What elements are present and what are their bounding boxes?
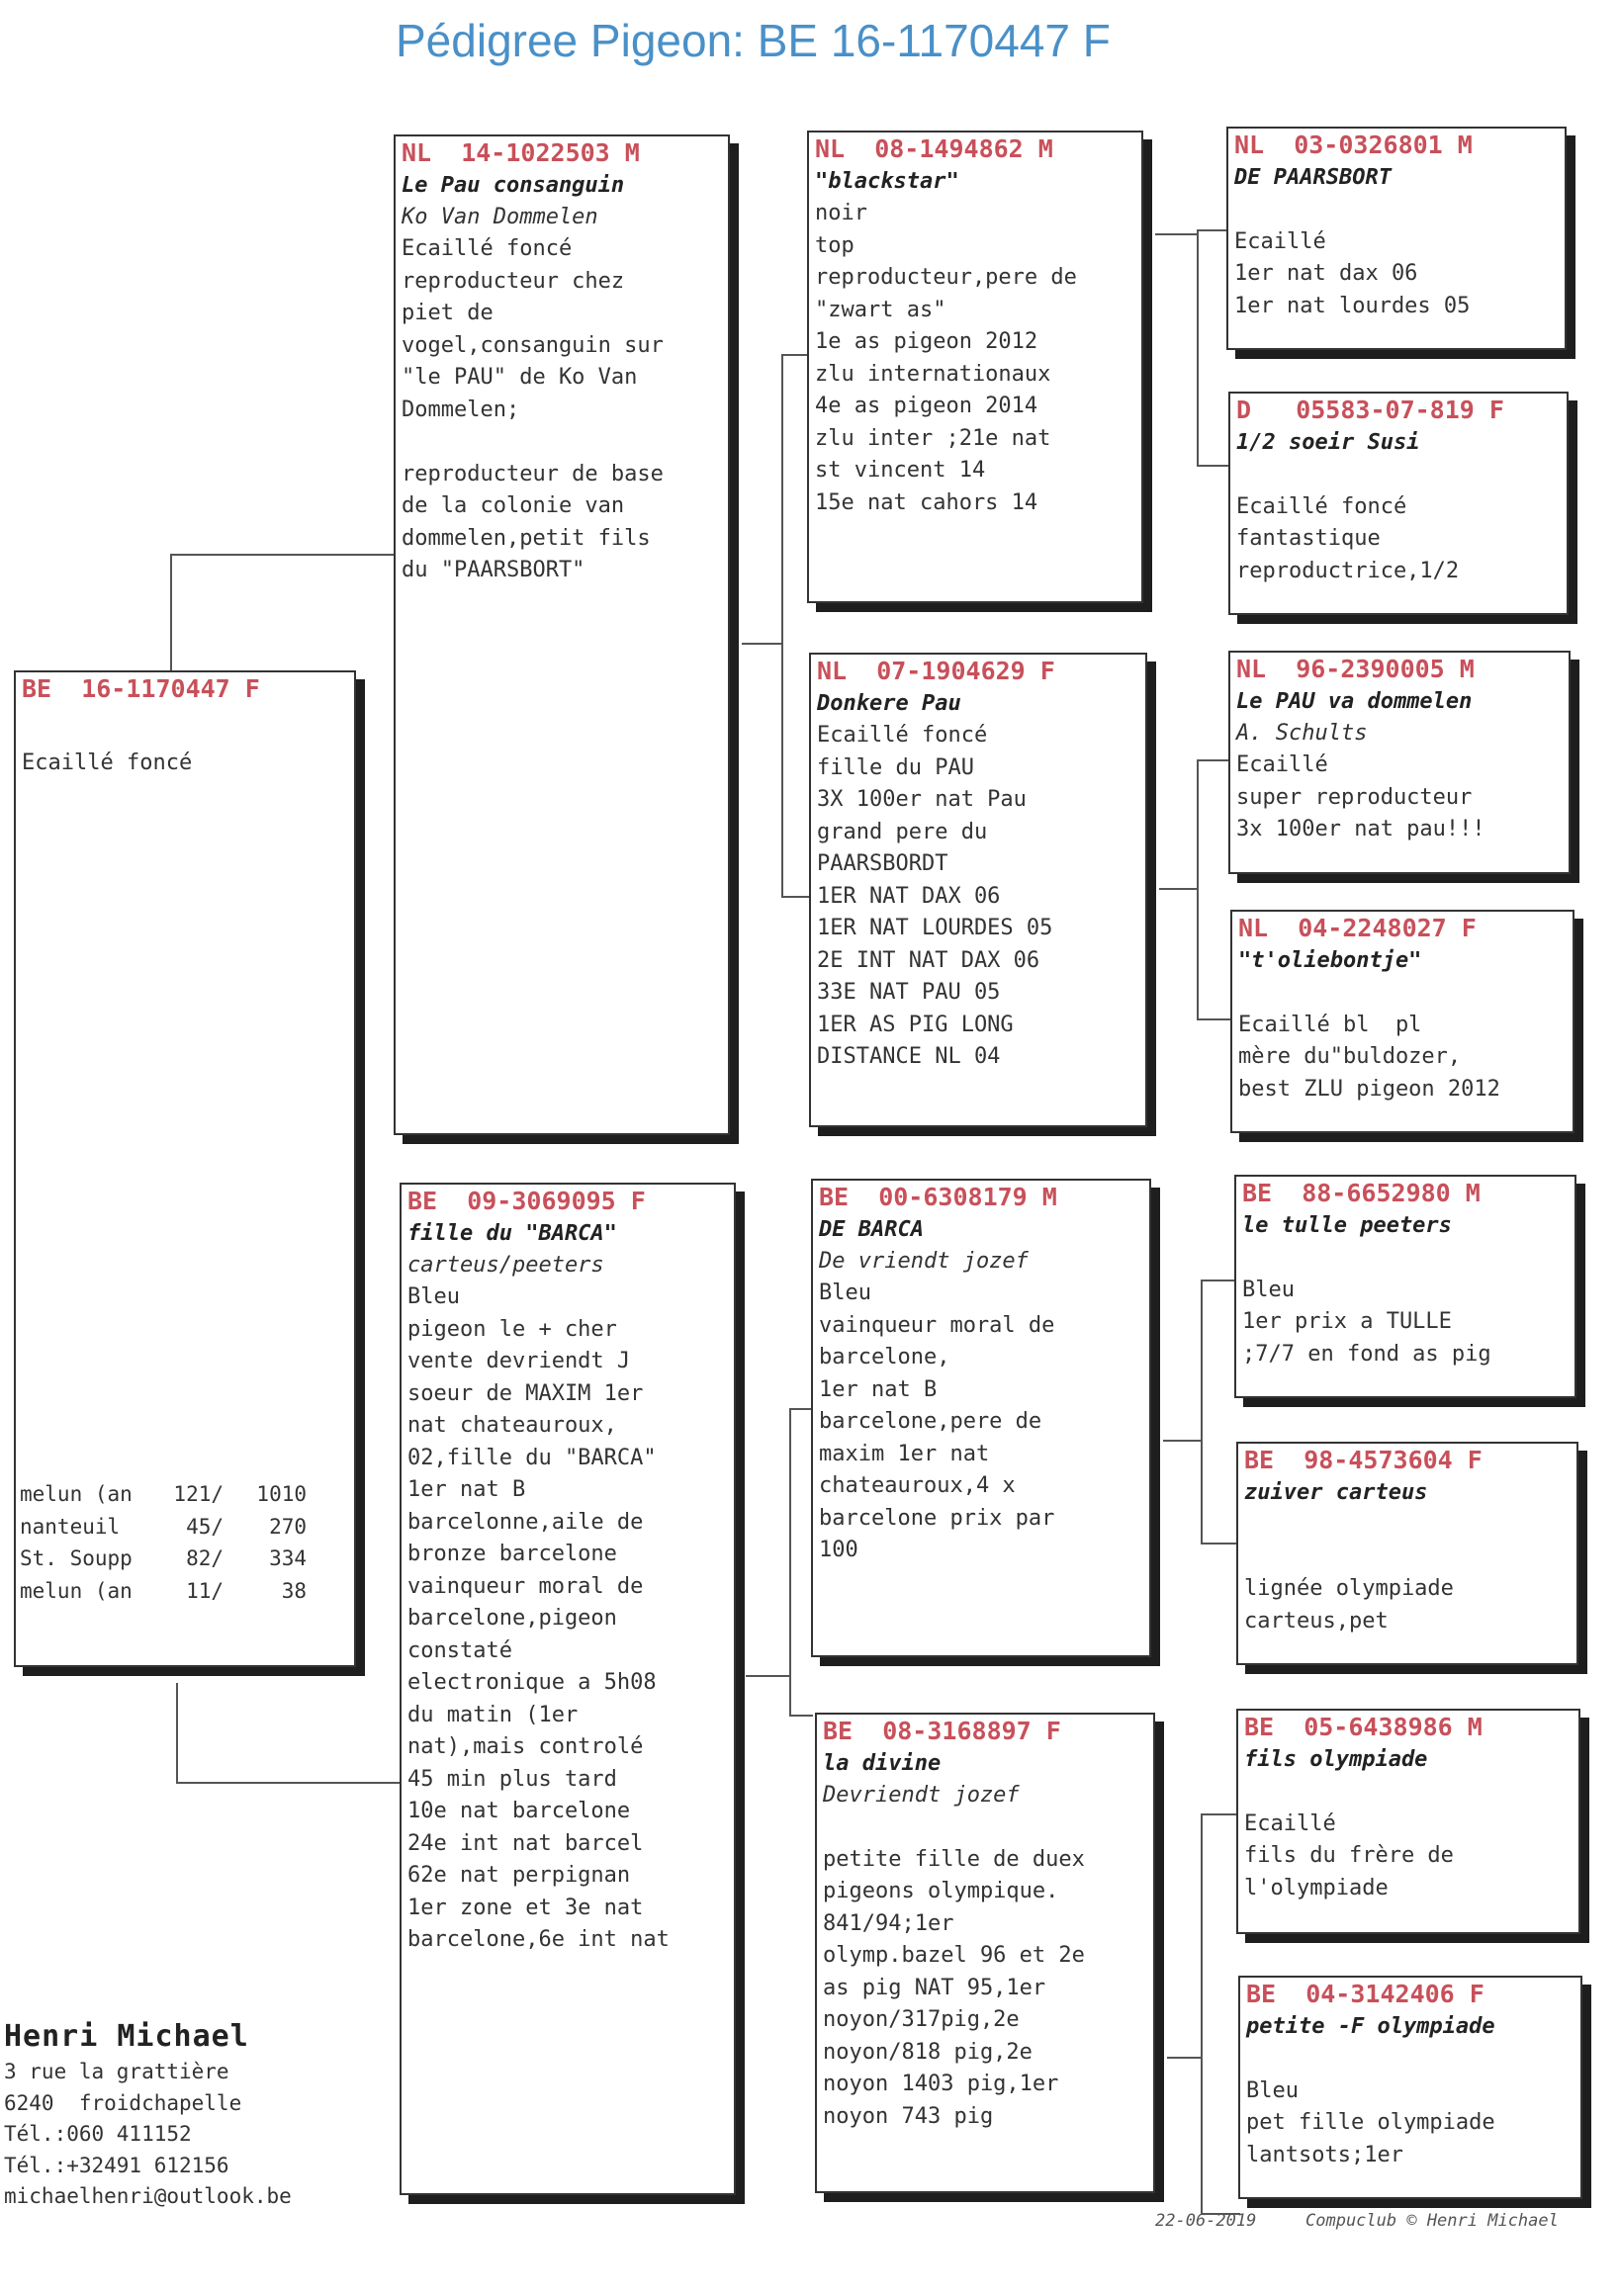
- connector-line: [1201, 1280, 1236, 1281]
- pigeon-name: "t'oliebontje": [1238, 948, 1422, 973]
- race-total: 334: [269, 1546, 307, 1570]
- connector-line: [1155, 233, 1199, 235]
- connector-line: [789, 1715, 813, 1717]
- connector-line: [789, 1408, 811, 1410]
- connector-line: [1197, 1018, 1230, 1020]
- connector-line: [781, 896, 809, 898]
- pigeon-name: Donkere Pau: [817, 691, 961, 716]
- subject-ring-number: BE 16-1170447 F: [22, 674, 260, 703]
- connector-line: [1197, 229, 1228, 231]
- connector-line: [176, 1782, 400, 1784]
- race-result-row: [20, 1511, 336, 1544]
- pigeon-notes: Ecaillé bl pl mère du"buldozer, best ZLU pigeon 2012: [1238, 1012, 1500, 1102]
- connector-line: [746, 1675, 791, 1677]
- breeder-email: michaelhenri@outlook.be: [4, 2184, 292, 2208]
- connector-line: [742, 643, 783, 645]
- pigeon-notes: Ecaillé super reproducteur 3x 100er nat pau!!!: [1236, 752, 1485, 841]
- grandparent-box: [815, 1713, 1155, 2193]
- connector-line: [1163, 1440, 1203, 1442]
- pigeon-name: la divine: [823, 1751, 942, 1776]
- connector-line: [1197, 229, 1199, 467]
- pigeon-name: Le Pau consanguin: [402, 173, 625, 198]
- pigeon-notes: Bleu 1er prix a TULLE ;7/7 en fond as pig: [1242, 1277, 1491, 1367]
- great-grandparent-box: [1234, 1175, 1576, 1398]
- breeder-phone: Tél.:060 411152: [4, 2122, 192, 2146]
- race-result-row: [20, 1543, 336, 1575]
- breeder-name: Henri Michael: [4, 2019, 249, 2054]
- ring-number: BE 05-6438986 M: [1244, 1713, 1483, 1741]
- connector-line: [789, 1408, 791, 1717]
- connector-line: [1201, 1280, 1203, 1545]
- pigeon-name: DE PAARSBORT: [1234, 165, 1392, 190]
- ring-number: NL 08-1494862 M: [815, 134, 1053, 163]
- pigeon-name: Le PAU va dommelen: [1236, 689, 1473, 714]
- pigeon-notes: Ecaillé 1er nat dax 06 1er nat lourdes 05: [1234, 228, 1471, 318]
- race-position: 11/: [186, 1578, 224, 1603]
- connector-line: [1201, 1813, 1203, 2215]
- great-grandparent-box: [1230, 910, 1574, 1133]
- grandparent-box: [807, 131, 1143, 603]
- race-position: 82/: [186, 1546, 224, 1570]
- pigeon-notes: Bleu vainqueur moral de barcelone, 1er nat B barcelone,pere de maxim 1er nat chateauroux,4 x barcelone prix par 100: [819, 1280, 1055, 1562]
- race-results: [20, 1478, 336, 1607]
- ring-number: NL 04-2248027 F: [1238, 914, 1477, 942]
- pigeon-name: DE BARCA: [819, 1217, 924, 1242]
- great-grandparent-box: [1236, 1442, 1578, 1665]
- race-total: 270: [269, 1514, 307, 1539]
- race-location: melun (an: [20, 1482, 133, 1506]
- pigeon-name: zuiver carteus: [1244, 1480, 1428, 1505]
- breeder-address: 3 rue la grattière: [4, 2060, 229, 2083]
- pigeon-name: "blackstar": [815, 169, 959, 194]
- ring-number: BE 09-3069095 F: [407, 1187, 646, 1215]
- pigeon-notes: Ecaillé foncé fantastique reproductrice,1/2: [1236, 493, 1460, 583]
- race-total: 38: [281, 1578, 307, 1603]
- dam-box: [400, 1183, 736, 2195]
- pigeon-notes: Ecaillé foncé reproducteur chez piet de vogel,consanguin sur "le PAU" de Ko Van Dommelen; reproducteur de base de la colonie van dommelen,petit fils du "PAARSBORT": [402, 236, 664, 582]
- race-location: nanteuil: [20, 1514, 121, 1539]
- pigeon-notes: petite fille de duex pigeons olympique. 841/94;1er olymp.bazel 96 et 2e as pig NAT 95,1er noyon/317pig,2e noyon/818 pig,2e noyon 1403 pig,1er noyon 743 pig: [823, 1846, 1085, 2129]
- ring-number: BE 00-6308179 M: [819, 1183, 1057, 1211]
- connector-line: [1167, 2057, 1203, 2059]
- connector-line: [1201, 1543, 1236, 1545]
- connector-line: [781, 354, 807, 356]
- page-title: Pédigree Pigeon: BE 16-1170447 F: [396, 15, 1111, 66]
- subject-name: [22, 706, 348, 738]
- connector-line: [1197, 759, 1230, 761]
- ring-number: BE 04-3142406 F: [1246, 1980, 1484, 2008]
- race-result-row: [20, 1478, 336, 1511]
- pigeon-name: 1/2 soeir Susi: [1236, 430, 1420, 455]
- pigeon-notes: noir top reproducteur,pere de "zwart as" 1e as pigeon 2012 zlu internationaux 4e as pigeon 2014 zlu inter ;21e nat st vincent 14 15e nat cahors 14: [815, 201, 1077, 515]
- great-grandparent-box: [1228, 392, 1569, 615]
- connector-line: [1159, 888, 1199, 890]
- great-grandparent-box: [1236, 1709, 1580, 1934]
- pigeon-notes: lignée olympiade carteus,pet: [1244, 1576, 1454, 1634]
- pigeon-name: fils olympiade: [1244, 1747, 1428, 1772]
- connector-line: [1197, 465, 1228, 467]
- pigeon-name: petite -F olympiade: [1246, 2014, 1495, 2039]
- breeder-phone: Tél.:+32491 612156: [4, 2153, 229, 2177]
- connector-line: [781, 354, 783, 898]
- race-location: melun (an: [20, 1578, 133, 1603]
- breeder-info: [4, 2017, 400, 2213]
- pigeon-owner: Ko Van Dommelen: [402, 205, 598, 229]
- race-total: 1010: [256, 1482, 307, 1506]
- great-grandparent-box: [1238, 1976, 1582, 2199]
- pigeon-owner: Devriendt jozef: [823, 1783, 1020, 1808]
- race-result-row: [20, 1575, 336, 1608]
- ring-number: BE 98-4573604 F: [1244, 1446, 1483, 1474]
- pigeon-notes: Bleu pigeon le + cher vente devriendt J soeur de MAXIM 1er nat chateauroux, 02,fille du "BARCA" 1er nat B barcelonne,aile de bronze barcelone vainqueur moral de barcelone,pigeon constaté electronique a 5h08 du matin (1er nat),mais controlé 45 min plus tard 10e nat barcelone 24e int nat barcel 62e nat perpignan 1er zone et 3e nat barcelone,6e int nat: [407, 1284, 670, 1952]
- race-location: St. Soupp: [20, 1546, 133, 1570]
- ring-number: NL 14-1022503 M: [402, 138, 640, 167]
- grandparent-box: [811, 1179, 1151, 1657]
- ring-number: NL 03-0326801 M: [1234, 131, 1473, 159]
- connector-line: [1201, 1813, 1238, 1815]
- pigeon-owner: carteus/peeters: [407, 1253, 604, 1278]
- pigeon-notes: Ecaillé foncé fille du PAU 3X 100er nat Pau grand pere du PAARSBORDT 1ER NAT DAX 06 1ER NAT LOURDES 05 2E INT NAT DAX 06 33E NAT PAU 05 1ER AS PIG LONG DISTANCE NL 04: [817, 723, 1053, 1069]
- pigeon-name: le tulle peeters: [1242, 1213, 1452, 1238]
- ring-number: D 05583-07-819 F: [1236, 396, 1504, 424]
- race-position: 121/: [173, 1482, 224, 1506]
- pigeon-owner: De vriendt jozef: [819, 1249, 1029, 1274]
- ring-number: BE 88-6652980 M: [1242, 1179, 1481, 1207]
- great-grandparent-box: [1226, 127, 1567, 350]
- connector-line: [170, 554, 396, 556]
- connector-line: [170, 554, 172, 672]
- software-credit: Compuclub © Henri Michael: [1305, 2211, 1559, 2231]
- breeder-city: 6240 froidchapelle: [4, 2090, 242, 2115]
- pigeon-owner: A. Schults: [1236, 721, 1368, 746]
- ring-number: NL 96-2390005 M: [1236, 655, 1475, 683]
- subject-notes: Ecaillé foncé: [22, 751, 193, 775]
- ring-number: NL 07-1904629 F: [817, 657, 1055, 685]
- great-grandparent-box: [1228, 651, 1571, 874]
- connector-line: [1197, 759, 1199, 1020]
- pigeon-name: fille du "BARCA": [407, 1221, 617, 1246]
- print-date: 22-06-2019: [1155, 2211, 1257, 2231]
- grandparent-box: [809, 653, 1147, 1127]
- pigeon-notes: Bleu pet fille olympiade lantsots;1er: [1246, 2077, 1495, 2167]
- race-position: 45/: [186, 1514, 224, 1539]
- connector-line: [176, 1683, 178, 1784]
- sire-box: [394, 134, 730, 1135]
- pigeon-notes: Ecaillé fils du frère de l'olympiade: [1244, 1810, 1454, 1900]
- ring-number: BE 08-3168897 F: [823, 1717, 1061, 1745]
